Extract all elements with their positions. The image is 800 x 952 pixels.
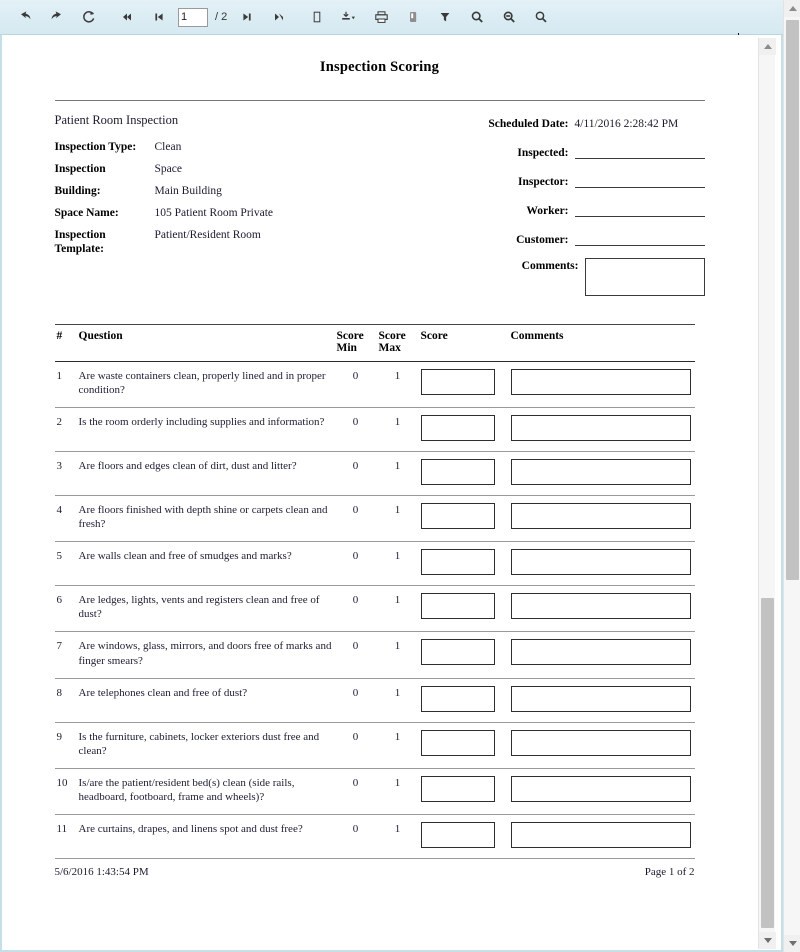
- row-question: Are floors and edges clean of dirt, dust and litter?: [77, 452, 335, 496]
- row-comments-cell: [509, 452, 695, 496]
- table-header-row: [55, 325, 695, 362]
- row-score-min: 0: [335, 452, 377, 496]
- score-input-box[interactable]: [421, 369, 495, 395]
- row-score-cell: [419, 632, 509, 678]
- table-row: [55, 632, 695, 678]
- signoff-input-line[interactable]: [575, 231, 705, 246]
- score-input-box[interactable]: [421, 822, 495, 848]
- row-score-cell: [419, 722, 509, 768]
- row-question: Are windows, glass, mirrors, and doors free of marks and finger smears?: [77, 632, 335, 678]
- row-comments-cell: [509, 408, 695, 452]
- scheduled-date-value: 4/11/2016 2:28:42 PM: [574, 118, 679, 130]
- report-body: [55, 35, 705, 878]
- header-field-row: [55, 140, 385, 155]
- next-page-icon[interactable]: [232, 2, 262, 32]
- row-score-cell: [419, 586, 509, 632]
- comments-input-box[interactable]: [511, 415, 691, 441]
- row-comments-cell: [509, 632, 695, 678]
- signoff-field-label: Scheduled Date:: [488, 118, 569, 130]
- window-scrollbar-thumb[interactable]: [786, 20, 799, 580]
- row-number: 9: [55, 722, 77, 768]
- report-footer: [55, 859, 695, 878]
- signoff-field-label: Worker:: [526, 205, 569, 217]
- signoff-field-label: Customer:: [516, 234, 569, 246]
- signoff-field-row: [455, 258, 705, 296]
- row-score-max: 1: [377, 362, 419, 408]
- row-number: 11: [55, 814, 77, 858]
- row-score-max: 1: [377, 678, 419, 722]
- zoom-out-icon[interactable]: [494, 2, 524, 32]
- header-field-list: [55, 140, 385, 257]
- previous-page-icon[interactable]: [144, 2, 174, 32]
- search-icon[interactable]: [526, 2, 556, 32]
- row-score-min: 0: [335, 408, 377, 452]
- row-number: 6: [55, 586, 77, 632]
- row-score-min: 0: [335, 722, 377, 768]
- scoring-table-body: [55, 362, 695, 859]
- page-number-input[interactable]: [178, 8, 208, 27]
- column-header-score: Score: [419, 325, 509, 362]
- header-field-value: Main Building: [154, 185, 222, 197]
- row-score-min: 0: [335, 542, 377, 586]
- scoring-table: [55, 324, 695, 859]
- score-max-line1: Score: [378, 330, 406, 342]
- page-layout-icon[interactable]: [302, 2, 332, 32]
- row-number: 7: [55, 632, 77, 678]
- row-score-cell: [419, 768, 509, 814]
- score-input-box[interactable]: [421, 415, 495, 441]
- signoff-field-label: Comments:: [521, 260, 579, 272]
- row-comments-cell: [509, 768, 695, 814]
- table-row: [55, 496, 695, 542]
- document-map-icon[interactable]: [398, 2, 428, 32]
- row-number: 3: [55, 452, 77, 496]
- row-question: Are telephones clean and free of dust?: [77, 678, 335, 722]
- signoff-input-line[interactable]: [575, 173, 705, 188]
- signoff-field-row: [455, 113, 705, 130]
- table-row: [55, 722, 695, 768]
- print-icon[interactable]: [366, 2, 396, 32]
- score-input-box[interactable]: [421, 459, 495, 485]
- score-max-line2: Max: [378, 342, 401, 354]
- table-row: [55, 814, 695, 858]
- comments-input-box[interactable]: [585, 258, 705, 296]
- row-score-cell: [419, 678, 509, 722]
- report-toolbar: [0, 0, 783, 35]
- row-question: Are walls clean and free of smudges and marks?: [77, 542, 335, 586]
- page-navigation-group: [178, 8, 227, 27]
- row-comments-cell: [509, 496, 695, 542]
- row-number: 8: [55, 678, 77, 722]
- row-comments-cell: [509, 814, 695, 858]
- table-row: [55, 586, 695, 632]
- signoff-field-list: [455, 113, 705, 296]
- signoff-input-line[interactable]: [575, 144, 705, 159]
- comments-input-box[interactable]: [511, 503, 691, 529]
- row-score-min: 0: [335, 768, 377, 814]
- table-row: [55, 542, 695, 586]
- first-page-icon[interactable]: [112, 2, 142, 32]
- comments-input-box[interactable]: [511, 730, 691, 756]
- comments-input-box[interactable]: [511, 369, 691, 395]
- row-score-min: 0: [335, 586, 377, 632]
- header-field-row: [55, 228, 385, 257]
- row-score-max: 1: [377, 722, 419, 768]
- row-question: Are floors finished with depth shine or carpets clean and fresh?: [77, 496, 335, 542]
- row-comments-cell: [509, 542, 695, 586]
- header-field-value: Patient/Resident Room: [154, 229, 261, 241]
- row-score-cell: [419, 496, 509, 542]
- report-page: [2, 35, 757, 948]
- signoff-field-row: [455, 229, 705, 246]
- score-input-box[interactable]: [421, 686, 495, 712]
- table-row: [55, 678, 695, 722]
- row-number: 1: [55, 362, 77, 408]
- header-right-column: [455, 113, 705, 302]
- comments-input-box[interactable]: [511, 639, 691, 665]
- export-icon[interactable]: [334, 2, 364, 32]
- score-input-box[interactable]: [421, 776, 495, 802]
- row-score-max: 1: [377, 586, 419, 632]
- header-field-label: Inspection Template:: [54, 229, 106, 256]
- header-field-row: [55, 162, 385, 177]
- signoff-field-row: [455, 200, 705, 217]
- report-subtitle: Patient Room Inspection: [54, 113, 179, 127]
- row-comments-cell: [509, 362, 695, 408]
- header-field-label: Inspection: [54, 163, 106, 175]
- scroll-up-arrow-icon[interactable]: [759, 38, 776, 55]
- row-score-cell: [419, 542, 509, 586]
- row-score-max: 1: [377, 814, 419, 858]
- row-score-max: 1: [377, 632, 419, 678]
- signoff-field-row: [455, 142, 705, 159]
- row-score-max: 1: [377, 408, 419, 452]
- header-field-label: Inspection Type:: [54, 141, 137, 153]
- header-field-label: Space Name:: [54, 207, 119, 219]
- score-input-box[interactable]: [421, 503, 495, 529]
- row-score-min: 0: [335, 632, 377, 678]
- footer-page-label: Page 1 of 2: [644, 865, 695, 878]
- score-input-box[interactable]: [421, 593, 495, 619]
- row-score-min: 0: [335, 496, 377, 542]
- report-header-block: [55, 101, 705, 302]
- scroll-down-arrow-icon[interactable]: [759, 932, 776, 949]
- row-question: Is the furniture, cabinets, locker exteriors dust free and clean?: [77, 722, 335, 768]
- header-field-value: 105 Patient Room Private: [154, 207, 274, 219]
- row-comments-cell: [509, 722, 695, 768]
- page-total-label: / 2: [215, 11, 228, 23]
- score-input-box[interactable]: [421, 549, 495, 575]
- signoff-field-label: Inspector:: [518, 176, 569, 188]
- forward-arrow-icon[interactable]: [42, 2, 72, 32]
- document-viewer-pane: [0, 35, 783, 952]
- filter-icon[interactable]: [430, 2, 460, 32]
- signoff-field-label: Inspected:: [517, 147, 569, 159]
- comments-input-box[interactable]: [511, 822, 691, 848]
- score-min-line2: Min: [336, 342, 357, 354]
- score-min-line1: Score: [336, 330, 364, 342]
- score-input-box[interactable]: [421, 730, 495, 756]
- header-left-column: [55, 113, 385, 302]
- document-scrollbar-vertical[interactable]: [758, 38, 775, 949]
- row-question: Are waste containers clean, properly lined and in proper condition?: [77, 362, 335, 408]
- row-comments-cell: [509, 586, 695, 632]
- header-field-label: Building:: [54, 185, 101, 197]
- page-title: Inspection Scoring: [319, 59, 440, 75]
- row-score-max: 1: [377, 768, 419, 814]
- header-field-row: [55, 206, 385, 221]
- row-comments-cell: [509, 678, 695, 722]
- comments-input-box[interactable]: [511, 459, 691, 485]
- zoom-in-icon[interactable]: [462, 2, 492, 32]
- column-header-score-max: [377, 325, 419, 362]
- table-row: [55, 768, 695, 814]
- comments-input-box[interactable]: [511, 593, 691, 619]
- row-score-cell: [419, 814, 509, 858]
- header-field-value: Space: [154, 163, 182, 175]
- table-row: [55, 362, 695, 408]
- scoring-table-head: [55, 325, 695, 362]
- comments-input-box[interactable]: [511, 549, 691, 575]
- row-question: Are curtains, drapes, and linens spot and dust free?: [77, 814, 335, 858]
- table-row: [55, 408, 695, 452]
- row-number: 4: [55, 496, 77, 542]
- row-score-min: 0: [335, 814, 377, 858]
- row-score-min: 0: [335, 362, 377, 408]
- header-field-row: [55, 184, 385, 199]
- score-input-box[interactable]: [421, 639, 495, 665]
- row-question: Is/are the patient/resident bed(s) clean (side rails, headboard, footboard, frame and wheels)?: [77, 768, 335, 814]
- row-question: Is the room orderly including supplies and information?: [77, 408, 335, 452]
- row-number: 10: [55, 768, 77, 814]
- row-score-max: 1: [377, 452, 419, 496]
- column-header-comments: Comments: [509, 325, 695, 362]
- signoff-input-line[interactable]: [575, 202, 705, 217]
- footer-timestamp: 5/6/2016 1:43:54 PM: [54, 865, 149, 878]
- row-question: Are ledges, lights, vents and registers clean and free of dust?: [77, 586, 335, 632]
- comments-input-box[interactable]: [511, 776, 691, 802]
- window-scroll-down-arrow-icon[interactable]: [784, 935, 800, 952]
- row-score-min: 0: [335, 678, 377, 722]
- window-scroll-up-arrow-icon[interactable]: [784, 0, 800, 17]
- column-header-number: #: [55, 325, 77, 362]
- last-page-icon[interactable]: [264, 2, 294, 32]
- document-scrollbar-thumb[interactable]: [761, 598, 774, 928]
- column-header-question: Question: [77, 325, 335, 362]
- window-scrollbar-vertical[interactable]: [783, 0, 800, 952]
- row-score-max: 1: [377, 542, 419, 586]
- row-number: 2: [55, 408, 77, 452]
- scoring-table-wrapper: [55, 324, 705, 878]
- row-score-cell: [419, 408, 509, 452]
- signoff-field-row: [455, 171, 705, 188]
- row-score-max: 1: [377, 496, 419, 542]
- comments-input-box[interactable]: [511, 686, 691, 712]
- refresh-icon[interactable]: [74, 2, 104, 32]
- back-arrow-icon[interactable]: [10, 2, 40, 32]
- header-field-value: Clean: [154, 141, 182, 153]
- row-score-cell: [419, 452, 509, 496]
- row-number: 5: [55, 542, 77, 586]
- column-header-score-min: [335, 325, 377, 362]
- table-row: [55, 452, 695, 496]
- row-score-cell: [419, 362, 509, 408]
